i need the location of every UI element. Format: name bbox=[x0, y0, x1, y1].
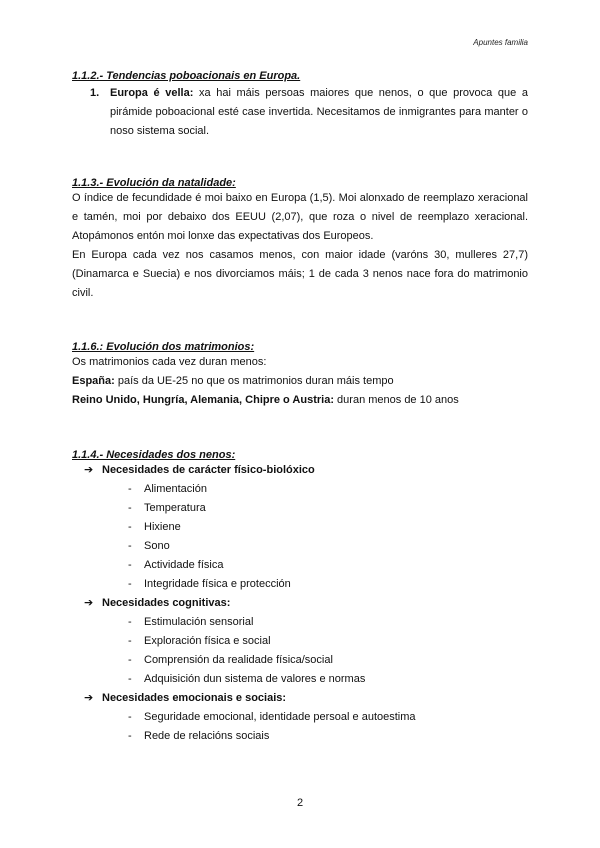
bold-label: Reino Unido, Hungría, Alemania, Chipre o Austria: bbox=[72, 394, 334, 406]
list-item bbox=[72, 499, 528, 518]
list-item bbox=[72, 480, 528, 499]
paragraph bbox=[72, 391, 528, 410]
list-item-text: Alimentación bbox=[144, 483, 207, 495]
list-item-text: Temperatura bbox=[144, 502, 206, 514]
dash-bullet-icon: - bbox=[128, 502, 132, 514]
list-item-text: Exploración física e social bbox=[144, 635, 271, 647]
list-item-text: Sono bbox=[144, 540, 170, 552]
list-item bbox=[72, 518, 528, 537]
list-item-text: xa hai máis persoas maiores que nenos, o que provoca que a pirámide poboacional esté case invertida. Necesitamos de inmigrantes para manter o noso sistema social. bbox=[110, 87, 528, 137]
arrow-right-icon: ➔ bbox=[84, 464, 94, 476]
list-item-text: Estimulación sensorial bbox=[144, 616, 254, 628]
list-item bbox=[72, 613, 528, 632]
dash-bullet-icon: - bbox=[128, 635, 132, 647]
paragraph bbox=[72, 372, 528, 391]
paragraph: En Europa cada vez nos casamos menos, con maior idade (varóns 30, mulleres 27,7) (Dinamarca e Suecia) e nos divorciamos máis; 1 de cada 3 nenos nace fora do matrimonio civil. bbox=[72, 249, 528, 299]
list-item-text: Rede de relacións sociais bbox=[144, 730, 270, 742]
dash-bullet-icon: - bbox=[128, 483, 132, 495]
list-item-text: Actividade física bbox=[144, 559, 224, 571]
dash-bullet-icon: - bbox=[128, 730, 132, 742]
list-item bbox=[72, 556, 528, 575]
list-item bbox=[72, 575, 528, 594]
paragraph-text: país da UE-25 no que os matrimonios duran máis tempo bbox=[114, 375, 394, 387]
dash-bullet-icon: - bbox=[128, 616, 132, 628]
needs-sublist bbox=[72, 480, 528, 594]
list-item-text: Integridade física e protección bbox=[144, 578, 291, 590]
list-item-text: Seguridade emocional, identidade persoal e autoestima bbox=[144, 711, 416, 723]
section-heading-tendencias: 1.1.2.- Tendencias poboacionais en Europa. bbox=[72, 70, 301, 82]
needs-group bbox=[72, 689, 528, 746]
needs-list bbox=[72, 461, 528, 746]
needs-group-label: Necesidades emocionais e sociais: bbox=[102, 692, 287, 704]
dash-bullet-icon: - bbox=[128, 540, 132, 552]
list-item bbox=[72, 727, 528, 746]
arrow-right-icon: ➔ bbox=[84, 597, 94, 609]
arrow-right-icon: ➔ bbox=[84, 692, 94, 704]
dash-bullet-icon: - bbox=[128, 521, 132, 533]
page-number: 2 bbox=[296, 797, 304, 809]
list-item bbox=[72, 651, 528, 670]
section-heading-natalidade: 1.1.3.- Evolución da natalidade: bbox=[72, 177, 236, 189]
section-heading-matrimonios: 1.1.6.: Evolución dos matrimonios: bbox=[72, 341, 255, 353]
needs-group-label: Necesidades cognitivas: bbox=[102, 597, 231, 609]
needs-group bbox=[72, 461, 528, 594]
numbered-list bbox=[72, 84, 528, 141]
list-number: 1. bbox=[90, 87, 100, 99]
list-item-text: Adquisición dun sistema de valores e normas bbox=[144, 673, 366, 685]
dash-bullet-icon: - bbox=[128, 654, 132, 666]
paragraph: Os matrimonios cada vez duran menos: bbox=[72, 356, 267, 368]
list-item bbox=[72, 708, 528, 727]
needs-group-label: Necesidades de carácter físico-biolóxico bbox=[102, 464, 315, 476]
document-body bbox=[72, 70, 528, 746]
list-item bbox=[72, 84, 528, 141]
list-item-text: Hixiene bbox=[144, 521, 181, 533]
paragraph: O índice de fecundidade é moi baixo en Europa (1,5). Moi alonxado de reemplazo xeracional e tamén, moi por debaixo dos EEUU (2,07), que roza o nivel de reemplazo xeracional. Atopámonos entón moi lonxe das expectativas dos Europeos. bbox=[72, 192, 528, 242]
section-heading-necesidades: 1.1.4.- Necesidades dos nenos: bbox=[72, 449, 236, 461]
dash-bullet-icon: - bbox=[128, 711, 132, 723]
running-header: Apuntes familia bbox=[473, 38, 528, 47]
dash-bullet-icon: - bbox=[128, 673, 132, 685]
list-item-text: Comprensión da realidade física/social bbox=[144, 654, 333, 666]
needs-group bbox=[72, 594, 528, 689]
paragraph-text: duran menos de 10 anos bbox=[334, 394, 459, 406]
dash-bullet-icon: - bbox=[128, 559, 132, 571]
needs-sublist bbox=[72, 613, 528, 689]
dash-bullet-icon: - bbox=[128, 578, 132, 590]
list-item bbox=[72, 537, 528, 556]
list-item bbox=[72, 632, 528, 651]
bold-label: España: bbox=[72, 375, 115, 387]
list-item bbox=[72, 670, 528, 689]
needs-sublist bbox=[72, 708, 528, 746]
list-item-bold-label: Europa é vella: bbox=[110, 87, 194, 99]
